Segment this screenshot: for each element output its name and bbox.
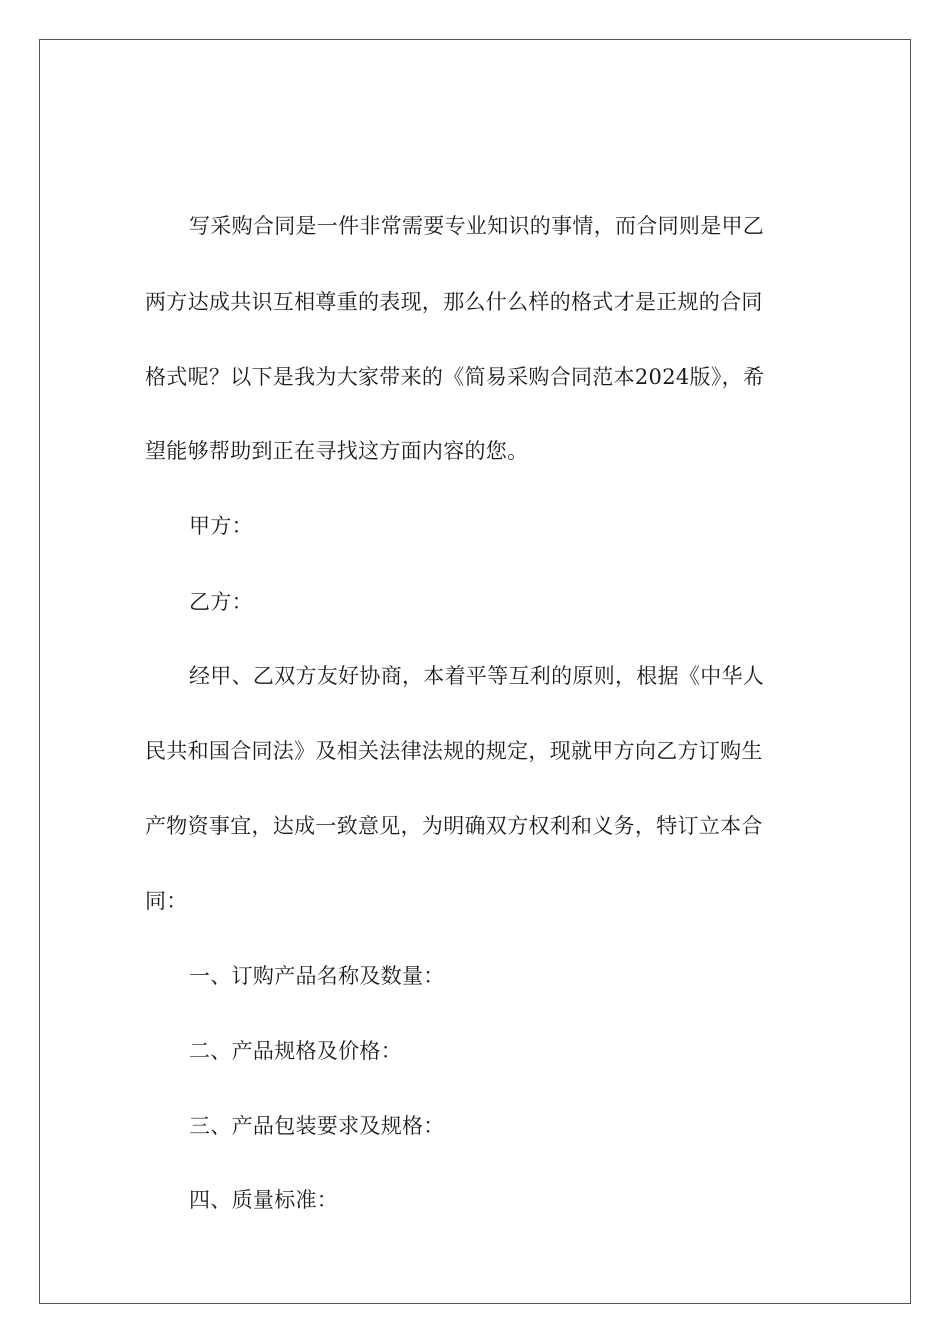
preamble-line-2: 民共和国合同法》及相关法律法规的规定，现就甲方向乙方订购生 xyxy=(145,739,763,763)
party-a-label: 甲方： xyxy=(189,514,253,538)
clause-2-heading: 二、产品规格及价格： xyxy=(189,1039,402,1063)
preamble-line-1: 经甲、乙双方友好协商，本着平等互利的原则，根据《中华人 xyxy=(189,664,765,688)
clause-3-heading: 三、产品包装要求及规格： xyxy=(189,1114,445,1138)
party-b-label: 乙方： xyxy=(189,590,253,614)
preamble-line-3: 产物资事宜，达成一致意见，为明确双方权利和义务，特订立本合 xyxy=(145,814,763,838)
preamble-line-4: 同： xyxy=(145,889,188,913)
clause-1-heading: 一、订购产品名称及数量： xyxy=(189,964,445,988)
clause-4-heading: 四、质量标准： xyxy=(189,1188,339,1212)
intro-line-4: 望能够帮助到正在寻找这方面内容的您。 xyxy=(145,439,529,463)
intro-line-2: 两方达成共识互相尊重的表现，那么什么样的格式才是正规的合同 xyxy=(145,290,763,314)
intro-line-3: 格式呢？以下是我为大家带来的《简易采购合同范本2024版》，希 xyxy=(145,365,765,389)
intro-line-1: 写采购合同是一件非常需要专业知识的事情，而合同则是甲乙 xyxy=(189,214,765,238)
